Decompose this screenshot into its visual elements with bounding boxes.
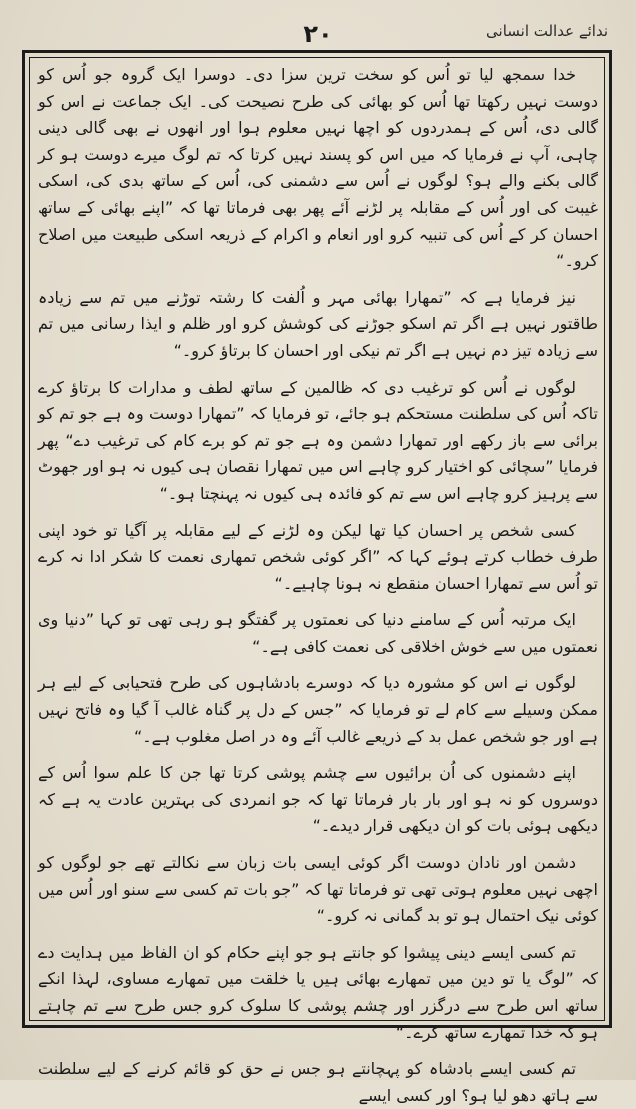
paragraph: ایک مرتبہ اُس کے سامنے دنیا کی نعمتوں پر گفتگو ہو رہی تھی تو کہا ”دنیا وی نعمتوں میں سے خوش اخلاقی کی نعمت کافی ہے۔“	[38, 610, 598, 656]
paragraph: دشمن اور نادان دوست اگر کوئی ایسی بات زبان سے نکالتے تھے جو لوگوں کو اچھی نہیں معلوم ہوتی تھی تو فرماتا تھا کہ ”جو بات تم کسی سے سنو اور اُس میں کوئی نیک احتمال ہو تو بد گمانی نہ کرو۔“	[38, 853, 598, 926]
paragraph: لوگوں نے اُس کو ترغیب دی کہ ظالمین کے ساتھ لطف و مدارات کا برتاؤ کرے تاکہ اُس کی سلطنت مستحکم ہو جائے، تو فرمایا کہ ”تمھارا دوست وہ ہے جو تم کو برائی سے باز رکھے اور تمھارا دشمن وہ ہے جو تم کو برے کام کی ترغیب دے“ پھر فرمایا ”سچائی کو اختیار کرو چاہے اس میں تمھارا نقصان ہی کیوں نہ ہو اور جھوٹ سے پرہیز کرو چاہے اس سے تم کو فائدہ ہی کیوں نہ پہنچتا ہو۔“	[38, 377, 598, 503]
running-title: ندائے عدالت انسانی	[486, 22, 608, 40]
page-header	[24, 18, 612, 50]
paragraph: کسی شخص پر احسان کیا تھا لیکن وہ لڑنے کے لیے مقابلہ پر آگیا تو خود اپنی طرف خطاب کرتے ہوئے کہا کہ ”اگر کوئی شخص تمھاری نعمت کا شکر ادا نہ کرے تو اُس سے تمھارا احسان منقطع نہ ہونا چاہیے۔“	[38, 520, 598, 593]
body-text	[38, 62, 598, 1105]
paragraph: خدا سمجھ لیا تو اُس کو سخت ترین سزا دی۔ دوسرا ایک گروہ جو اُس کو دوست نہیں رکھتا تھا اُس کو بھائی کی طرح نصیحت کی۔ ایک جماعت نے اس کو گالی دی، اُس کے ہمدردوں کو اچھا نہیں معلوم ہوا اور انھوں نے بھی گالی دینی چاہی، آپ نے فرمایا کہ میں اس کو پسند نہیں کرتا کہ تم لوگ میرے دوست ہو کر گالی بکنے والے ہو؟ لوگوں نے اُس سے دشمنی کی، اُس کے ساتھ بدی کی، اسکی غیبت کی اور اُس کے مقابلہ پر لڑنے آئے پھر بھی فرماتا تھا کہ ”اپنے بھائی کے ساتھ احسان کر کے اُس کی تنبیہ کرو اور انعام و اکرام کے ذریعہ اسکی طبیعت میں اصلاح کرو۔“	[38, 65, 598, 271]
paragraph: اپنے دشمنوں کی اُن برائیوں سے چشم پوشی کرتا تھا جن کا علم سوا اُس کے دوسروں کو نہ ہو اور بار بار فرماتا تھا کہ جو انمردی کی بہترین عادت یہ ہے کہ دیکھی ہوئی بات کو ان دیکھی قرار دیدے۔“	[38, 763, 598, 836]
paragraph: تم کسی ایسے دینی پیشوا کو جانتے ہو جو اپنے حکام کو ان الفاظ میں ہدایت دے کہ ”لوگ یا تو دین میں تمھارے بھائی ہیں یا خلقت میں تمھارے مساوی، لہذا انکے ساتھ اس طرح سے درگزر اور چشم پوشی کا سلوک کرو جس طرح سے تم چاہتے ہو کہ خدا تمھارے ساتھ کرے۔“	[38, 942, 598, 1042]
paragraph: نیز فرمایا ہے کہ ”تمھارا بھائی مہر و اُلفت کا رشتہ توڑنے میں تم سے زیادہ طاقتور نہیں ہے اگر تم اسکو جوڑنے کی کوشش کرو اور ظلم و ایذا رسانی میں تم سے زیادہ تیز دم نہیں ہے اگر تم نیکی اور احسان کا برتاؤ کرو۔“	[38, 287, 598, 360]
page-number: ۲۰	[303, 20, 333, 48]
paragraph: تم کسی ایسے بادشاہ کو پہچانتے ہو جس نے حق کو قائم کرنے کے لیے سلطنت سے ہاتھ دھو لیا ہو؟ اور کسی ایسے	[38, 1059, 598, 1105]
paragraph: لوگوں نے اس کو مشورہ دیا کہ دوسرے بادشاہوں کی طرح فتحیابی کے لیے ہر ممکن وسیلے سے کام لے تو فرمایا کہ ”جس کے دل پر گناہ غالب آ گیا وہ فاتح نہیں ہے اور جو شخص عمل بد کے ذریعے غالب آئے وہ در اصل مغلوب ہے۔“	[38, 673, 598, 746]
